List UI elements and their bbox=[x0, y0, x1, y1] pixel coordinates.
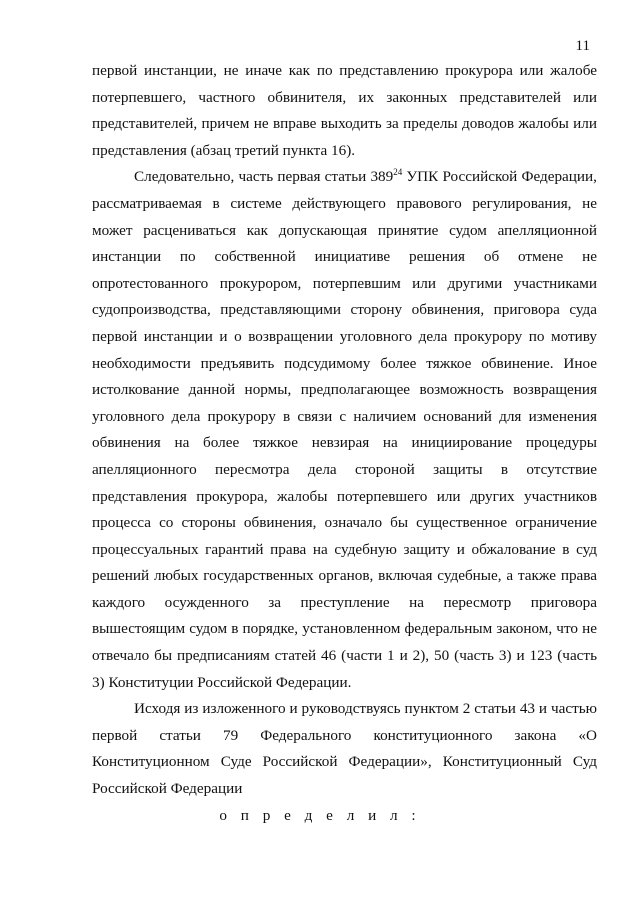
document-body bbox=[92, 58, 597, 803]
paragraph-3: Исходя из изложенного и руководствуясь пунктом 2 статьи 43 и частью первой статьи 79 Федерального конституционного закона «О Конституционном Суде Российской Федерации», Конституционный Суд Российской Федерации bbox=[92, 700, 597, 798]
paragraph-2 bbox=[92, 164, 597, 696]
paragraph-2-start: Следовательно, часть первая статьи 389 bbox=[134, 168, 394, 186]
page-number: 11 bbox=[575, 38, 590, 54]
paragraph-1: первой инстанции, не иначе как по представлению прокурора или жалобе потерпевшего, частного обвинителя, их законных представителей или представителей, причем не вправе выходить за пределы доводов жалобы или представления (абзац третий пункта 16). bbox=[92, 62, 597, 159]
article-superscript: 24 bbox=[393, 167, 403, 178]
paragraph-2-rest: УПК Российской Федерации, рассматриваемая в системе действующего правового регулирования, не может расцениваться как допускающая принятие судом апелляционной инстанции по собственной инициативе решения об отмене не опротестованного прокурором, потерпевшим или другими участниками судопроизводства, представляющими сторону обвинения, приговора суда первой инстанции и о возвращении уголовного дела прокурору по мотиву необходимости предъявить подсудимому более тяжкое обвинение. Иное истолкование данной нормы, предполагающее возможность возвращения уголовного дела прокурору в связи с наличием оснований для изменения обвинения на более тяжкое невзирая на инициирование процедуры апелляционного пересмотра дела стороной защиты в отсутствие представления прокурора, жалобы потерпевшего или других участников процесса со стороны обвинения, означало бы существенное ограничение процессуальных гарантий права на судебную защиту и обжалование в суд решений любых государственных органов, включая судебные, а также права каждого осужденного за преступление на пересмотр приговора вышестоящим судом в порядке, установленном федеральным законом, что не отвечало бы предписаниям статей 46 (части 1 и 2), 50 (часть 3) и 123 (часть 3) Конституции Российской Федерации. bbox=[92, 168, 597, 691]
resolution-heading: о п р е д е л и л : bbox=[219, 807, 421, 824]
